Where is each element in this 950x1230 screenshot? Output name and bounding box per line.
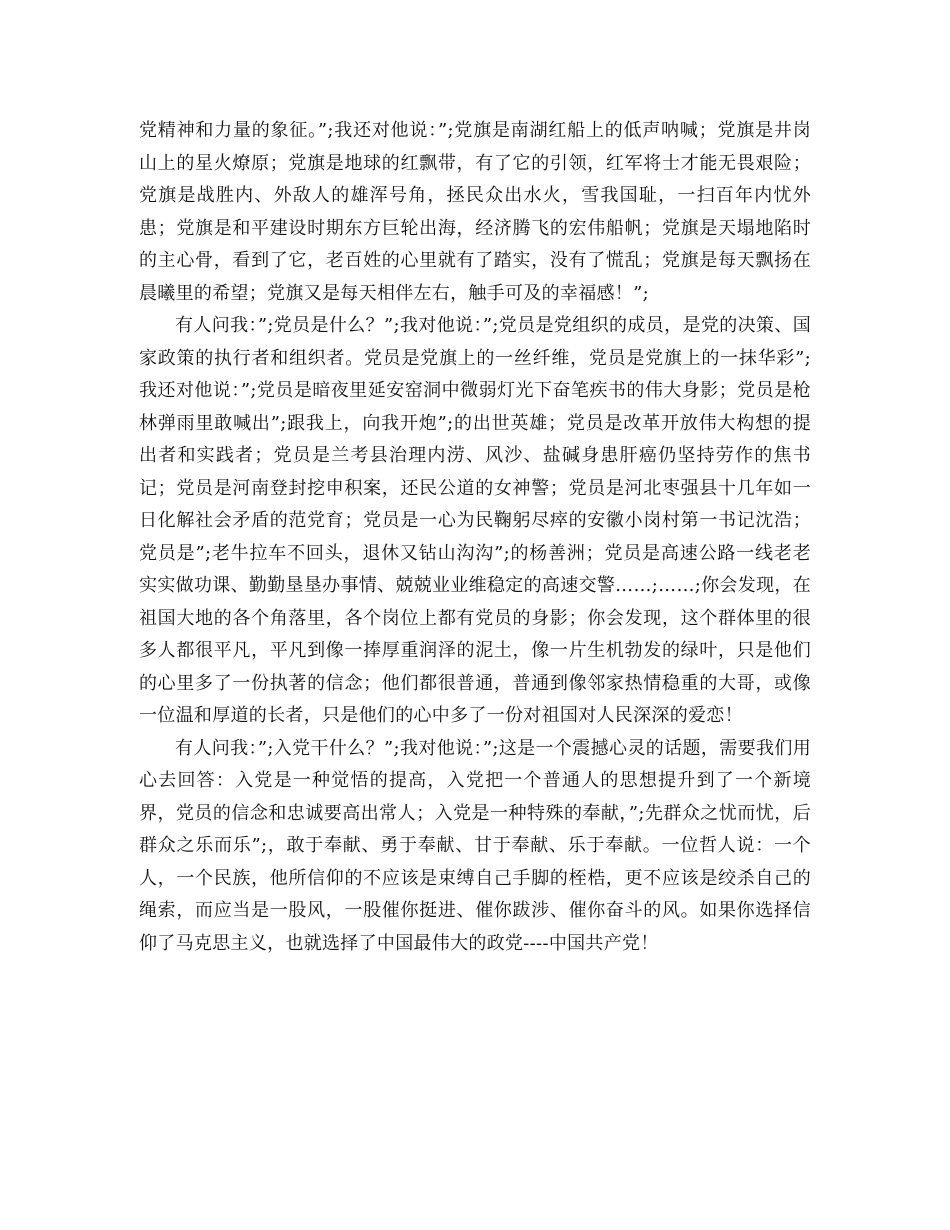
paragraph-why-join-party: 有人问我：”;入党干什么？”;我对他说：”;这是一个震撼心灵的话题，需要我们用心去回答：入党是一种觉悟的提高，入党把一个普通人的思想提升到了一个新境界，党员的信念和忠诚要高出常人；入党是一种特殊的奉献，”;先群众之忧而忧，后群众之乐而乐”;，敢于奉献、勇于奉献、甘于奉献、乐于奉献。一位哲人说：一个人，一个民族，他所信仰的不应该是束缚自己手脚的桎梏，更不应该是绞杀自己的绳索，而应当是一股风，一股催你挺进、催你跋涉、催你奋斗的风。如果你选择信仰了马克思主义，也就选择了中国最伟大的政党----中国共产党！: [139, 737, 811, 954]
paragraph-what-is-party-member: 有人问我：”;党员是什么？”;我对他说：”;党员是党组织的成员，是党的决策、国家政策的执行者和组织者。党员是党旗上的一丝纤维，党员是党旗上的一抹华彩”;我还对他说：”;党员是暗夜里延安窑洞中微弱灯光下奋笔疾书的伟大身影；党员是枪林弹雨里敢喊出”;跟我上，向我开炮”;的出世英雄；党员是改革开放伟大构想的提出者和实践者；党员是兰考县治理内涝、风沙、盐碱身患肝癌仍坚持劳作的焦书记；党员是河南登封挖申积案，还民公道的女神警；党员是河北枣强县十几年如一日化解社会矛盾的范党育；党员是一心为民鞠躬尽瘁的安徽小岗村第一书记沈浩；党员是”;老牛拉车不回头，退休又钻山沟沟”;的杨善洲；党员是高速公路一线老老实实做功课、勤勤垦垦办事情、兢兢业业维稳定的高速交警……;……;你会发现，在祖国大地的各个角落里，各个岗位上都有党员的身影；你会发现，这个群体里的很多人都很平凡，平凡到像一捧厚重润泽的泥土，像一片生机勃发的绿叶，只是他们的心里多了一份执著的信念；他们都很普通，普通到像邻家热情稳重的大哥，或像一位温和厚道的长者，只是他们的心中多了一份对祖国对人民深深的爱恋！: [139, 315, 811, 726]
paragraph-party-flag: 党精神和力量的象征。”;我还对他说：”;党旗是南湖红船上的低声呐喊；党旗是井岗山上的星火燎原；党旗是地球的红飘带，有了它的引领，红军将士才能无畏艰险；党旗是战胜内、外敌人的雄浑号角，拯民众出水火，雪我国耻，一扫百年内忧外患；党旗是和平建设时期东方巨轮出海，经济腾飞的宏伟船帆；党旗是天塌地陷时的主心骨，看到了它，老百姓的心里就有了踏实，没有了慌乱；党旗是每天飘扬在晨曦里的希望；党旗又是每天相伴左右，触手可及的幸福感！”;: [139, 120, 811, 304]
document-body: [139, 115, 811, 960]
